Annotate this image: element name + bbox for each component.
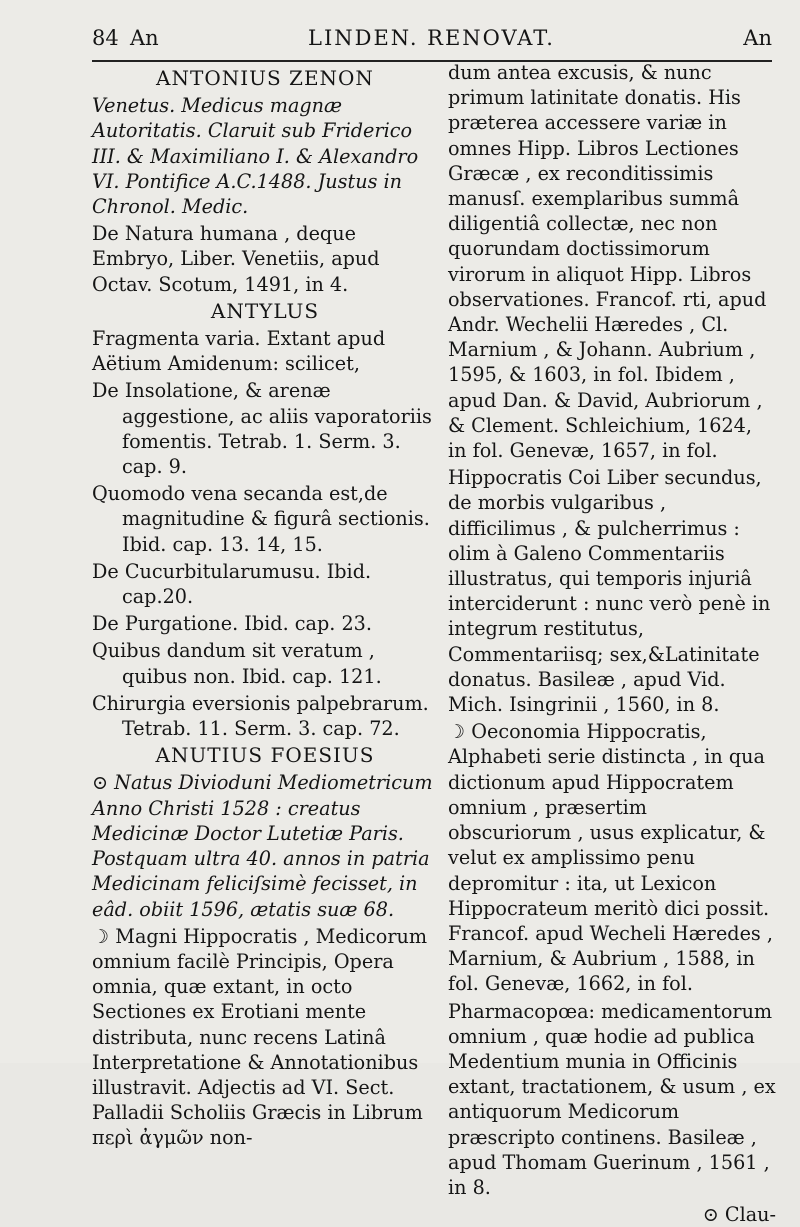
work-entry: Quomodo vena secanda est,de magnitudine & figurâ sectionis. Ibid. cap. 13. 14, 15. [92,482,430,556]
section-heading: ANUTIUS FOESIUS [155,743,375,768]
page-number: 84 [92,26,119,50]
header-left-catchword: An [130,26,159,50]
work-entry: ☽ Oeconomia Hippocratis, Alphabeti serie distincta , in qua dictionum apud Hippocratem omnium , præsertim obscuriorum , usus explicatur, & velut ex amplissimo penu depromitur : ita, ut Lexicon Hippocrateum meritò dici possit. Francof. apud Wecheli Hæredes , Marnium, & Aubrium , 1588, in fol. Genevæ, 1662, in fol. [448,720,773,996]
biography-note: Venetus. Medicus magnæ Autoritatis. Claruit sub Friderico III. & Maximiliano I. & Alexandro VI. Pontifice A.C.1488. Justus in Chronol. Medic. [92,94,419,219]
work-entry: De Insolatione, & arenæ aggestione, ac aliis vaporatoriis fomentis. Tetrab. 1. Serm. 3. cap. 9. [92,379,432,479]
section-heading: ANTONIUS ZENON [156,66,374,90]
catchword: ⊙ Clau- [702,1203,776,1227]
work-entry: De Natura humana , deque Embryo, Liber. Venetiis, apud Octav. Scotum, 1491, in 4. [92,222,380,296]
work-entry: De Cucurbitularumusu. Ibid. cap.20. [92,559,372,609]
header-right-catchword: An [743,26,772,50]
work-entry: De Purgatione. Ibid. cap. 23. [92,612,372,636]
biography-note: ⊙ Natus Divioduni Mediometricum Anno Christi 1528 : creatus Medicinæ Doctor Lutetiæ Paris. Postquam ultra 40. annos in patria Medicinam feliciſsimè fecisset, in eâd. obiit 1596, ætatis suæ 68. [92,771,433,921]
work-entry: Pharmacopœa: medicamentorum omnium , quæ hodie ad publica Medentium munia in Officinis extant, tractationem, & usum , ex antiquorum Medicorum præscripto continens. Basileæ , apud Thomam Guerinum , 1561 , in 8. [448,999,776,1199]
section-heading: ANTYLUS [210,298,320,323]
work-entry: Quibus dandum sit veratum , quibus non. Ibid. cap. 121. [92,639,382,688]
header-title: LINDEN. RENOVAT. [308,26,555,50]
continued-entry: dum antea excusis, & nunc primum latinitate donatis. His præterea accessere variæ in omnes Hipp. Libros Lectiones Græcæ , ex reconditissimis manusſ. exemplaribus summâ diligentiâ collectæ, nec non quorundam doctissimorum virorum in aliquot Hipp. Libros observationes. Francof. rti, apud Andr. Wechelii Hæredes , Cl. Marnium , & Johann. Aubrium , 1595, & 1603, in fol. Ibidem , apud Dan. & David, Aubriorum , & Clement. Schleichium, 1624, in fol. Genevæ, 1657, in fol. [448,61,767,463]
left-column [92,66,438,1153]
work-entry: Fragmenta varia. Extant apud Aëtium Amidenum: scilicet, [92,327,386,376]
work-entry: ☽ Magni Hippocratis , Medicorum omnium facilè Principis, Opera omnia, quæ extant, in octo Sectiones ex Erotiani mente distributa, nunc recens Latinâ Interpretatione & Annotationibus illustravit. Adjectis ad VI. Sect. Palladii Scholiis Græcis in Librum περὶ ἀγμῶν non- [92,924,428,1150]
running-header [92,26,772,62]
work-entry: Hippocratis Coi Liber secundus, de morbis vulgaribus , difficilimus , & pulcherrimus : olim à Galeno Commentariis illustratus, qui temporis injuriâ interciderunt : nunc verò penè in integrum restitutus, Commentariisq; sex,&Latinitate donatus. Basileæ , apud Vid. Mich. Isingrinii , 1560, in 8. [448,466,771,717]
work-entry: Chirurgia eversionis palpebrarum. Tetrab. 11. Serm. 3. cap. 72. [92,691,429,741]
right-column [448,60,776,1227]
